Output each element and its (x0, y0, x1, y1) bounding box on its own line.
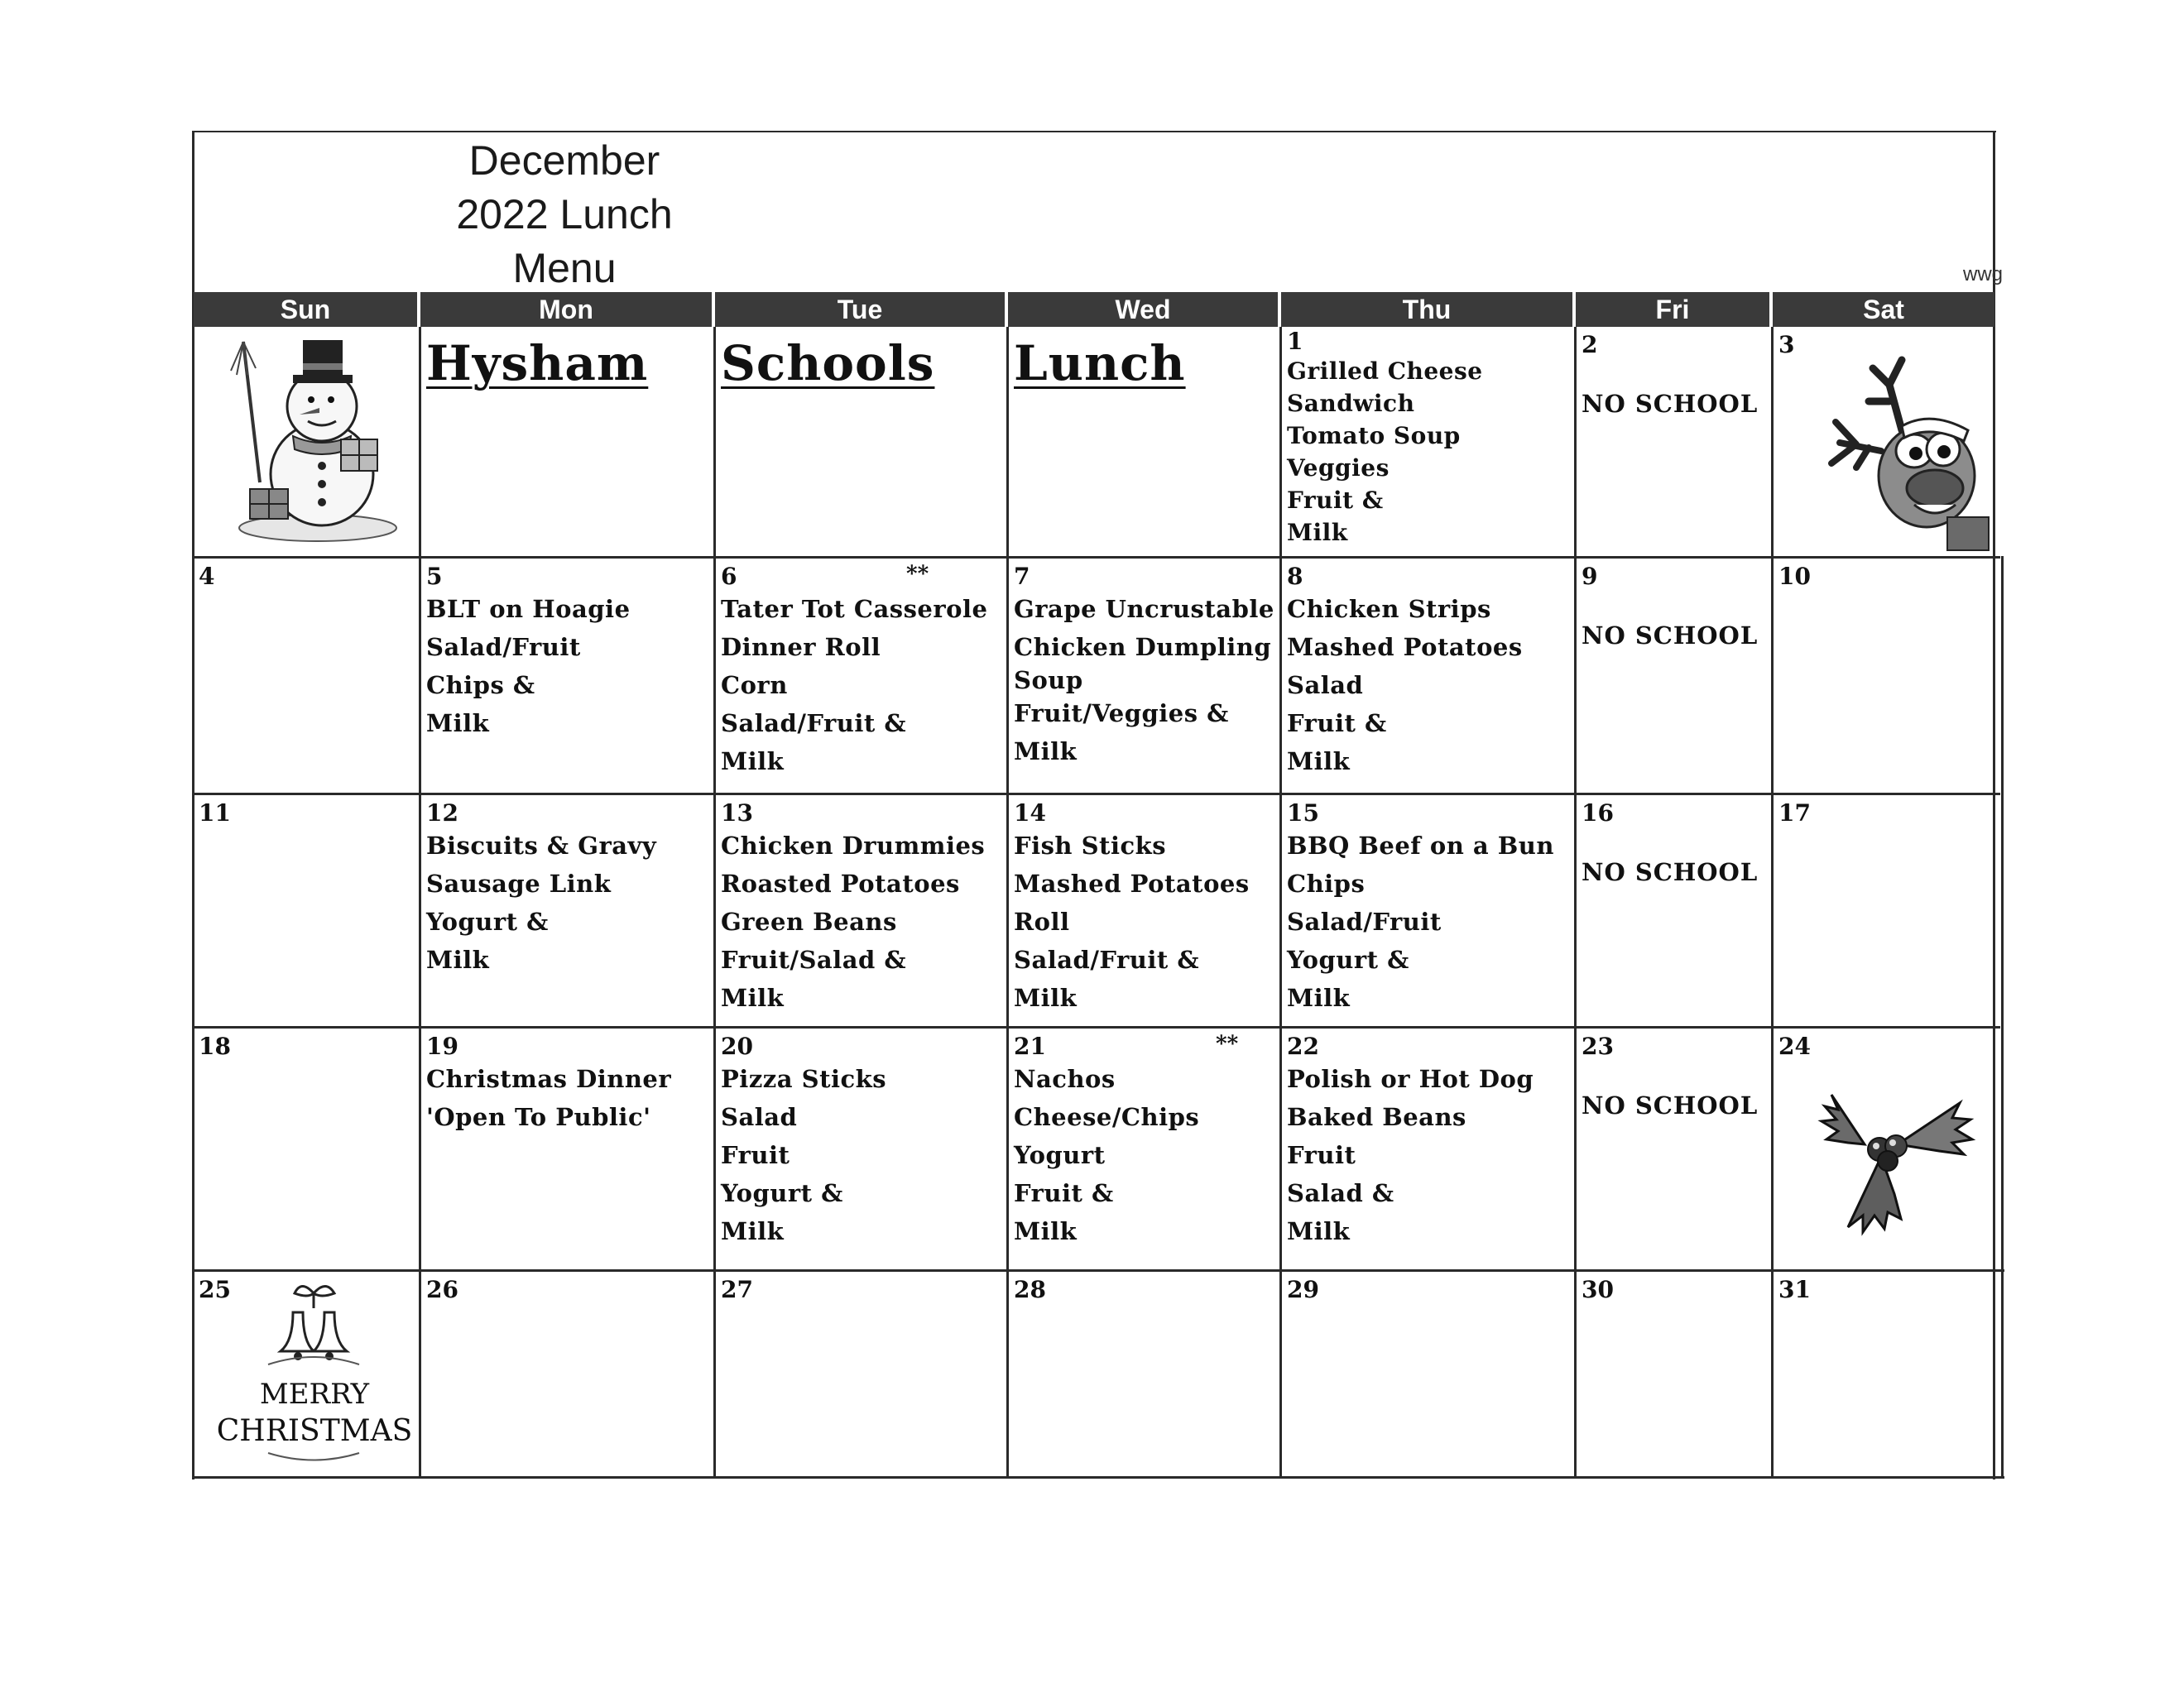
cell-week1-mon (421, 327, 713, 556)
menu-item: Biscuits & Gravy (426, 832, 657, 860)
menu-item: Corn (721, 671, 788, 699)
menu-item: Christmas Dinner (426, 1065, 672, 1093)
menu-item: Milk (1014, 984, 1078, 1012)
menu-item: Milk (721, 984, 785, 1012)
cell-week2-fri (1577, 559, 1771, 793)
cell-week4-fri (1577, 1029, 1771, 1269)
header-thu: Thu (1281, 292, 1572, 327)
header-sat: Sat (1773, 292, 1994, 327)
menu-item: Nachos (1014, 1065, 1116, 1093)
menu-item: Milk (1014, 1217, 1078, 1245)
menu-item: Milk (426, 709, 490, 737)
author-initials: wwg (1962, 263, 2003, 285)
cell-week5-mon (421, 1272, 713, 1476)
cell-week2-sat (1774, 559, 2001, 793)
menu-item: Polish or Hot Dog (1287, 1065, 1534, 1093)
cell-week3-sun (194, 795, 419, 1026)
banner-word-3: Lunch (1014, 335, 1186, 391)
day-number: 9 (1582, 563, 1598, 590)
menu-item: Fruit (721, 1141, 790, 1169)
no-school-note: NO SCHOOL (1582, 1091, 1759, 1120)
menu-item: Green Beans (721, 908, 897, 936)
menu-item: Chicken Dumpling (1014, 633, 1272, 661)
cell-week4-thu (1282, 1029, 1574, 1269)
menu-item: Fruit & (1014, 1179, 1114, 1207)
day-number: 14 (1014, 799, 1046, 827)
art-text-merry: MERRY (259, 1378, 370, 1411)
day-number: 19 (426, 1033, 458, 1060)
snowman-icon (227, 333, 401, 544)
header-mon: Mon (420, 292, 712, 327)
calendar (192, 131, 2004, 1479)
menu-item: Salad/Fruit & (1014, 946, 1200, 974)
cell-week1-wed (1009, 327, 1279, 556)
holly-icon (1815, 1070, 1980, 1235)
cell-week2-tue (716, 559, 1006, 793)
menu-item: Milk (426, 946, 490, 974)
cell-week1-tue (716, 327, 1006, 556)
menu-item: Soup (1014, 666, 1083, 694)
menu-item: Fish Sticks (1014, 832, 1167, 860)
menu-item: Fruit & (1287, 487, 1384, 514)
day-number: 5 (426, 563, 443, 590)
menu-item: Fruit & (1287, 709, 1387, 737)
day-number: 27 (721, 1276, 753, 1303)
day-number: 11 (199, 799, 231, 827)
day-number: 10 (1778, 563, 1811, 590)
cell-week1-thu (1282, 327, 1574, 556)
no-school-note: NO SCHOOL (1582, 390, 1759, 418)
no-school-note: NO SCHOOL (1582, 858, 1759, 886)
menu-item: Salad & (1287, 1179, 1394, 1207)
menu-item: Yogurt & (721, 1179, 843, 1207)
menu-item: Mashed Potatoes (1287, 633, 1523, 661)
header-fri: Fri (1576, 292, 1769, 327)
day-number: 1 (1287, 328, 1303, 355)
cell-week4-sat (1774, 1029, 2001, 1269)
menu-item: Milk (1287, 747, 1351, 775)
day-number: 7 (1014, 563, 1030, 590)
day-number: 17 (1778, 799, 1811, 827)
cell-week4-mon (421, 1029, 713, 1269)
cell-week3-sat (1774, 795, 2001, 1026)
menu-item: Chips & (426, 671, 535, 699)
menu-item: Tomato Soup (1287, 422, 1461, 449)
menu-item: Salad/Fruit (426, 633, 581, 661)
menu-item: Fruit/Salad & (721, 946, 907, 974)
menu-item: Chips (1287, 870, 1366, 898)
header-wed: Wed (1008, 292, 1278, 327)
menu-item: Roll (1014, 908, 1070, 936)
banner-word-2: Schools (721, 335, 935, 391)
cell-week3-wed (1009, 795, 1279, 1026)
cell-week5-tue (716, 1272, 1006, 1476)
menu-item: Tater Tot Casserole (721, 595, 988, 623)
day-number: 20 (721, 1033, 753, 1060)
day-number: 31 (1778, 1276, 1811, 1303)
menu-item: Grilled Cheese (1287, 357, 1483, 385)
menu-item: 'Open To Public' (426, 1103, 651, 1131)
cell-week5-fri (1577, 1272, 1771, 1476)
menu-item: Veggies (1287, 454, 1390, 482)
banner-word-1: Hysham (426, 335, 649, 391)
day-number: 16 (1582, 799, 1614, 827)
page-title: December 2022 Lunch Menu (456, 137, 673, 291)
day-number: 30 (1582, 1276, 1614, 1303)
menu-item: Salad/Fruit & (721, 709, 907, 737)
cell-week1-fri (1577, 327, 1771, 556)
day-number: 26 (426, 1276, 458, 1303)
menu-item: Chicken Strips (1287, 595, 1491, 623)
day-number: 29 (1287, 1276, 1319, 1303)
cell-week4-sun (194, 1029, 419, 1269)
cell-week5-sat (1774, 1272, 2001, 1476)
day-number: 12 (426, 799, 458, 827)
reindeer-icon (1823, 352, 1993, 550)
cell-week2-sun (194, 559, 419, 793)
menu-item: Milk (1287, 984, 1351, 1012)
cell-week2-mon (421, 559, 713, 793)
menu-item: Chicken Drummies (721, 832, 986, 860)
menu-item: Milk (1287, 1217, 1351, 1245)
menu-item: Sausage Link (426, 870, 612, 898)
day-number: 13 (721, 799, 753, 827)
menu-item: Yogurt & (426, 908, 549, 936)
menu-item: Yogurt & (1287, 946, 1409, 974)
cell-week2-wed (1009, 559, 1279, 793)
cell-week3-mon (421, 795, 713, 1026)
day-number: 3 (1778, 331, 1795, 358)
menu-item: Milk (721, 1217, 785, 1245)
day-number: 23 (1582, 1033, 1614, 1060)
day-number: 25 (199, 1276, 231, 1303)
day-number: 24 (1778, 1033, 1811, 1060)
day-number: 15 (1287, 799, 1319, 827)
menu-item: Sandwich (1287, 390, 1415, 417)
menu-item: Salad (1287, 671, 1364, 699)
menu-item: Grape Uncrustable (1014, 595, 1274, 623)
menu-item: Baked Beans (1287, 1103, 1466, 1131)
day-number: 4 (199, 563, 215, 590)
art-text-christmas: CHRISTMAS (216, 1414, 413, 1448)
menu-item: Roasted Potatoes (721, 870, 960, 898)
cell-week5-thu (1282, 1272, 1574, 1476)
menu-item: Milk (1287, 519, 1348, 546)
day-number: 18 (199, 1033, 231, 1060)
menu-item: Cheese/Chips (1014, 1103, 1200, 1131)
menu-item: Yogurt (1014, 1141, 1106, 1169)
menu-item: Fruit (1287, 1141, 1356, 1169)
merry-christmas-bells-icon (216, 1275, 413, 1470)
cell-week2-thu (1282, 559, 1574, 793)
day-number: 22 (1287, 1033, 1319, 1060)
menu-item: Salad/Fruit (1287, 908, 1442, 936)
menu-item: BLT on Hoagie (426, 595, 631, 623)
cell-week4-tue (716, 1029, 1006, 1269)
cell-week1-sun (194, 327, 419, 556)
cell-week3-fri (1577, 795, 1771, 1026)
day-number: 2 (1582, 331, 1598, 358)
cell-week1-sat (1774, 327, 1993, 556)
cell-week4-wed (1009, 1029, 1279, 1269)
day-number: 6 (721, 563, 737, 590)
menu-item: Mashed Potatoes (1014, 870, 1250, 898)
day-number: 8 (1287, 563, 1303, 590)
special-mark: ** (906, 562, 929, 587)
special-mark: ** (1216, 1032, 1239, 1057)
menu-item: BBQ Beef on a Bun (1287, 832, 1554, 860)
menu-item: Pizza Sticks (721, 1065, 887, 1093)
cell-week3-tue (716, 795, 1006, 1026)
menu-item: Milk (1014, 737, 1078, 765)
menu-item: Fruit/Veggies & (1014, 699, 1229, 727)
day-number: 28 (1014, 1276, 1046, 1303)
cell-week5-wed (1009, 1272, 1279, 1476)
header-sun: Sun (194, 292, 417, 327)
day-number: 21 (1014, 1033, 1046, 1060)
no-school-note: NO SCHOOL (1582, 621, 1759, 650)
header-tue: Tue (715, 292, 1005, 327)
cell-week5-sun (194, 1272, 419, 1476)
cell-week3-thu (1282, 795, 1574, 1026)
menu-item: Dinner Roll (721, 633, 881, 661)
menu-item: Milk (721, 747, 785, 775)
menu-item: Salad (721, 1103, 798, 1131)
